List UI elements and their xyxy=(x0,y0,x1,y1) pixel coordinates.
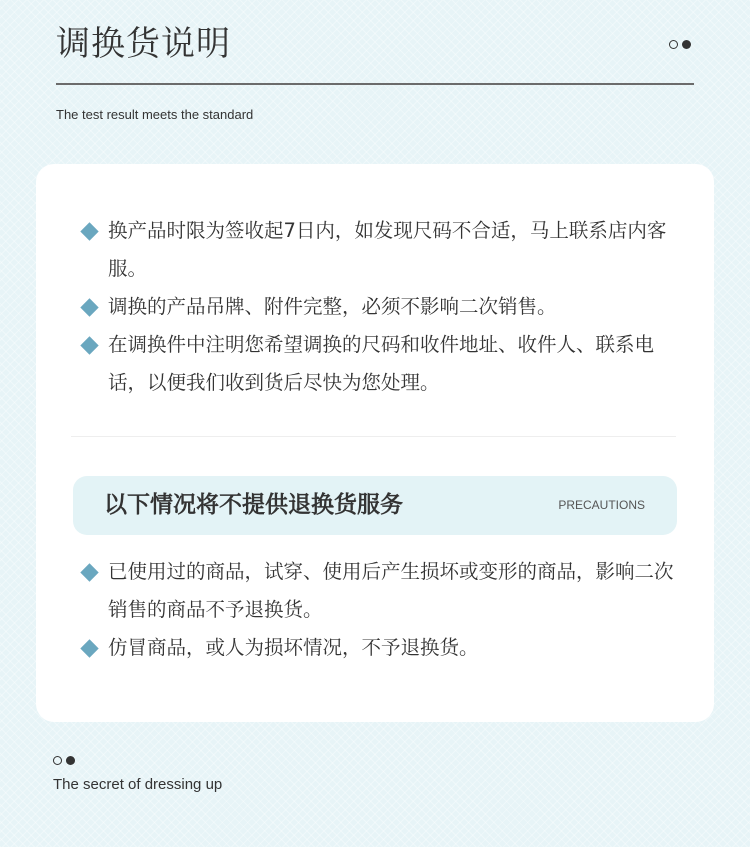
diamond-bullet-icon xyxy=(80,222,98,240)
precautions-title: 以下情况将不提供退换货服务 xyxy=(104,492,403,518)
page-subtitle: The test result meets the standard xyxy=(56,107,254,122)
list-item: 调换的产品吊牌、附件完整，必须不影响二次销售。 xyxy=(78,288,678,326)
precautions-label: PRECAUTIONS xyxy=(558,498,645,512)
exchange-notes-list xyxy=(78,212,678,402)
diamond-bullet-icon xyxy=(80,336,98,354)
diamond-bullet-icon xyxy=(80,563,98,581)
header-rule xyxy=(56,83,694,85)
content-card xyxy=(36,164,714,722)
section-divider xyxy=(71,436,676,437)
precautions-banner xyxy=(73,476,677,535)
list-item: 仿冒商品，或人为损坏情况，不予退换货。 xyxy=(78,629,678,667)
footer-text: The secret of dressing up xyxy=(53,776,223,793)
diamond-bullet-icon xyxy=(80,298,98,316)
page-title: 调换货说明 xyxy=(56,24,231,64)
diamond-bullet-icon xyxy=(80,639,98,657)
filled-dot-icon xyxy=(66,756,75,765)
list-item: 换产品时限为签收起7日内，如发现尺码不合适，马上联系店内客服。 xyxy=(78,212,678,288)
pager-dots xyxy=(669,40,691,49)
precautions-list xyxy=(78,553,678,667)
hollow-dot-icon xyxy=(53,756,62,765)
hollow-dot-icon xyxy=(669,40,678,49)
list-item: 在调换件中注明您希望调换的尺码和收件地址、收件人、联系电话，以便我们收到货后尽快为您处理。 xyxy=(78,326,678,402)
filled-dot-icon xyxy=(682,40,691,49)
footer-dots xyxy=(53,756,75,765)
list-item: 已使用过的商品，试穿、使用后产生损坏或变形的商品，影响二次销售的商品不予退换货。 xyxy=(78,553,678,629)
